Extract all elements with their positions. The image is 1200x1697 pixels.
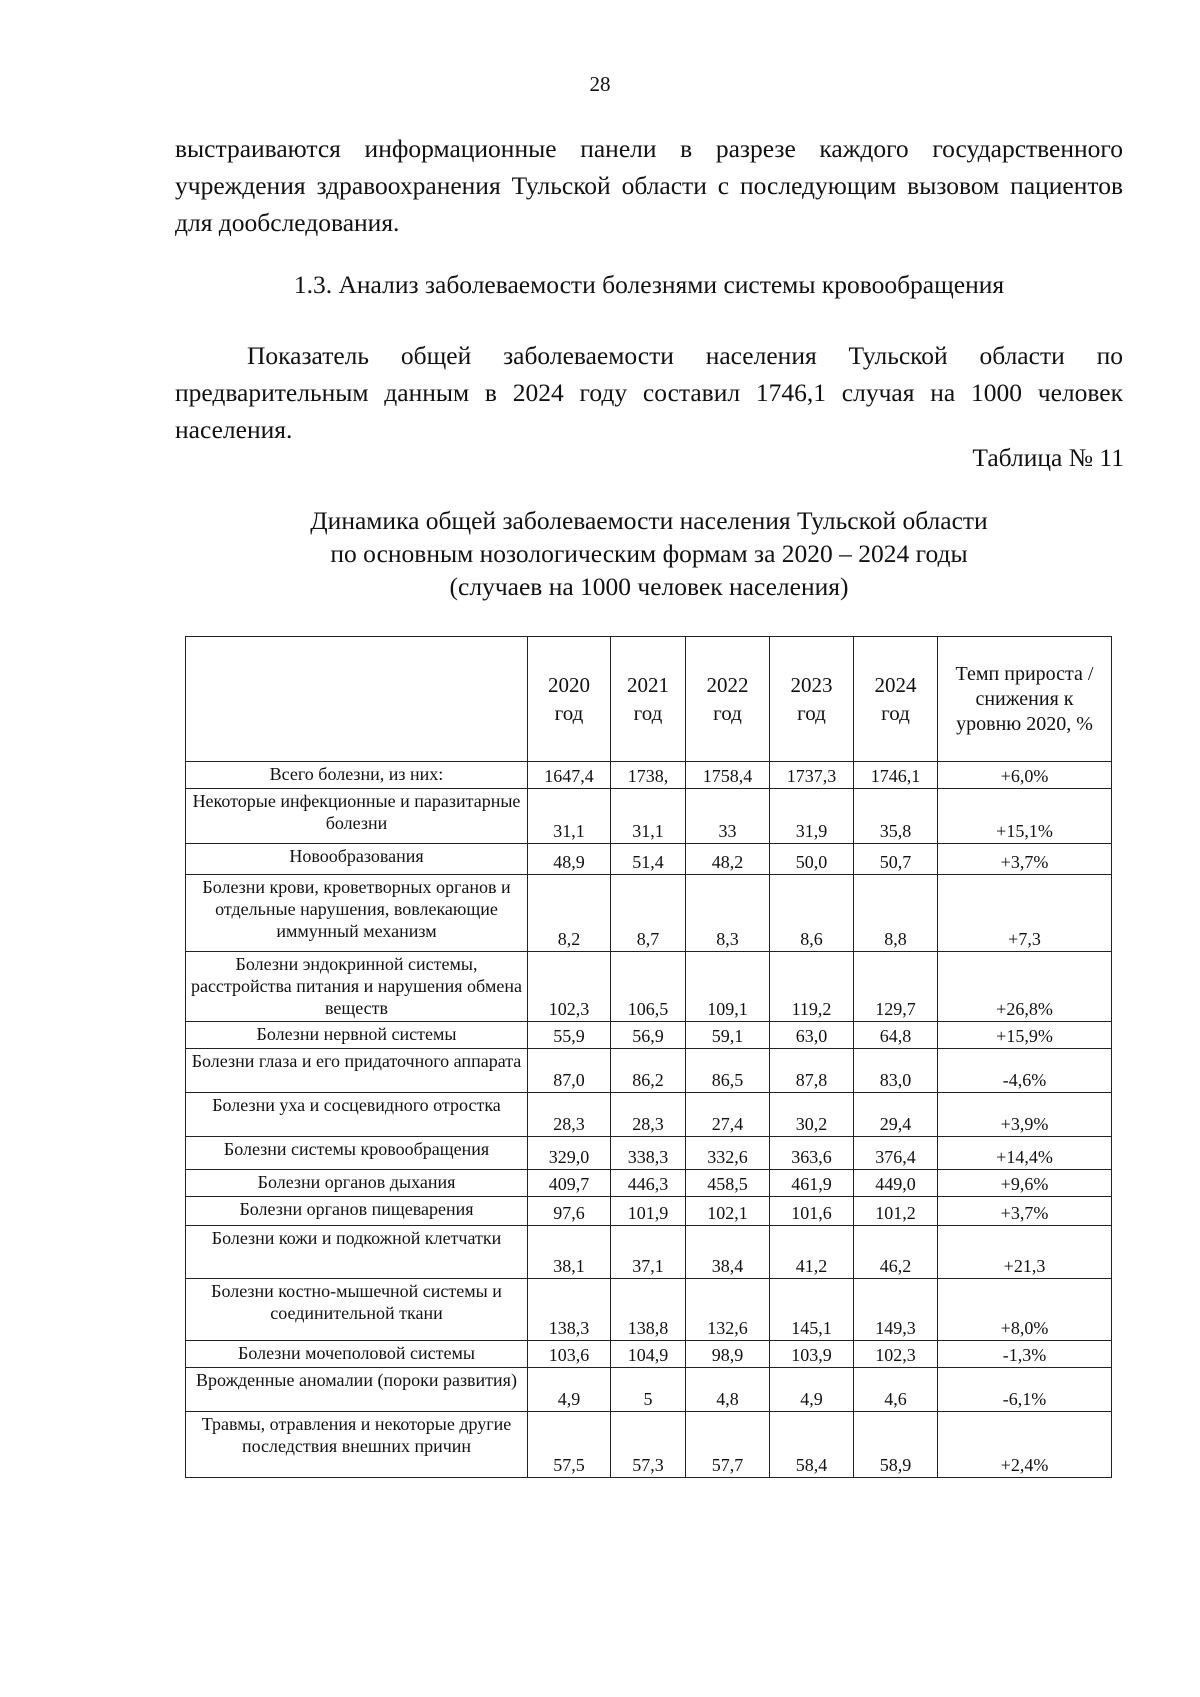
value-2020: 28,3: [528, 1093, 611, 1137]
value-2024: 83,0: [854, 1049, 938, 1093]
value-2023: 103,9: [770, 1341, 854, 1368]
value-2023: 4,9: [770, 1368, 854, 1412]
row-name: Болезни кожи и подкожной клетчатки: [186, 1226, 528, 1279]
table-number: Таблица № 11: [972, 443, 1124, 472]
value-2020: 48,9: [528, 844, 611, 875]
value-2023: 8,6: [770, 875, 854, 952]
growth-value: +3,7%: [938, 844, 1112, 875]
value-2022: 102,1: [686, 1197, 770, 1226]
table-title: [175, 504, 1123, 603]
row-name: Болезни уха и сосцевидного отростка: [186, 1093, 528, 1137]
row-name: Болезни эндокринной системы, расстройства питания и нарушения обмена веществ: [186, 952, 528, 1022]
value-2023: 31,9: [770, 789, 854, 844]
value-2021: 57,3: [611, 1412, 686, 1478]
value-2022: 4,8: [686, 1368, 770, 1412]
value-2022: 98,9: [686, 1341, 770, 1368]
table-title-line-1: Динамика общей заболеваемости населения Тульской области: [310, 506, 988, 535]
table-title-line-2: по основным нозологическим формам за 2020 – 2024 годы: [330, 539, 968, 568]
growth-value: -4,6%: [938, 1049, 1112, 1093]
header-2021: 2021 год: [611, 637, 686, 762]
header-2022: 2022 год: [686, 637, 770, 762]
value-2023: 30,2: [770, 1093, 854, 1137]
header-2023: 2023 год: [770, 637, 854, 762]
value-2024: 101,2: [854, 1197, 938, 1226]
value-2022: 33: [686, 789, 770, 844]
growth-value: +15,1%: [938, 789, 1112, 844]
row-name: Болезни крови, кроветворных органов и отдельные нарушения, вовлекающие иммунный механизм: [186, 875, 528, 952]
value-2023: 87,8: [770, 1049, 854, 1093]
row-name: Врожденные аномалии (пороки развития): [186, 1368, 528, 1412]
value-2024: 149,3: [854, 1279, 938, 1341]
summary-paragraph: Показатель общей заболеваемости населения Тульской области по предварительным данным в 2024 году составил 1746,1 случая на 1000 человек населения.: [175, 341, 1123, 444]
value-2024: 102,3: [854, 1341, 938, 1368]
table-row: [186, 1137, 1112, 1170]
header-name: [186, 637, 528, 762]
value-2022: 132,6: [686, 1279, 770, 1341]
row-name: Болезни глаза и его придаточного аппарата: [186, 1049, 528, 1093]
value-2023: 363,6: [770, 1137, 854, 1170]
growth-value: +21,3: [938, 1226, 1112, 1279]
table-row: [186, 762, 1112, 789]
table-body: [186, 762, 1112, 1478]
growth-value: +2,4%: [938, 1412, 1112, 1478]
growth-value: -6,1%: [938, 1368, 1112, 1412]
intro-paragraph: выстраиваются информационные панели в разрезе каждого государственного учреждения здравоохранения Тульской области с последующим вызовом пациентов для дообследования.: [175, 134, 1123, 237]
page-number: 28: [589, 72, 611, 96]
row-name: Всего болезни, из них:: [186, 762, 528, 789]
growth-value: +14,4%: [938, 1137, 1112, 1170]
row-name: Травмы, отравления и некоторые другие последствия внешних причин: [186, 1412, 528, 1478]
value-2023: 101,6: [770, 1197, 854, 1226]
value-2024: 46,2: [854, 1226, 938, 1279]
value-2024: 4,6: [854, 1368, 938, 1412]
table-row: [186, 952, 1112, 1022]
value-2021: 101,9: [611, 1197, 686, 1226]
table-row: [186, 875, 1112, 952]
table-title-line-3: (случаев на 1000 человек населения): [449, 572, 849, 601]
table-row: [186, 1341, 1112, 1368]
value-2020: 4,9: [528, 1368, 611, 1412]
value-2020: 97,6: [528, 1197, 611, 1226]
value-2022: 57,7: [686, 1412, 770, 1478]
value-2024: 58,9: [854, 1412, 938, 1478]
section-heading: 1.3. Анализ заболеваемости болезнями системы кровообращения: [293, 270, 1005, 299]
value-2023: 41,2: [770, 1226, 854, 1279]
table-row: [186, 1197, 1112, 1226]
table-row: [186, 1226, 1112, 1279]
value-2024: 8,8: [854, 875, 938, 952]
value-2021: 28,3: [611, 1093, 686, 1137]
row-name: Некоторые инфекционные и паразитарные болезни: [186, 789, 528, 844]
header-2024: 2024 год: [854, 637, 938, 762]
growth-value: +3,9%: [938, 1093, 1112, 1137]
row-name: Болезни системы кровообращения: [186, 1137, 528, 1170]
row-name: Болезни органов пищеварения: [186, 1197, 528, 1226]
value-2023: 50,0: [770, 844, 854, 875]
table-row: [186, 1368, 1112, 1412]
value-2023: 461,9: [770, 1170, 854, 1197]
table-row: [186, 789, 1112, 844]
value-2020: 57,5: [528, 1412, 611, 1478]
value-2020: 103,6: [528, 1341, 611, 1368]
table-row: [186, 1093, 1112, 1137]
value-2022: 59,1: [686, 1022, 770, 1049]
value-2020: 138,3: [528, 1279, 611, 1341]
table-row: [186, 1022, 1112, 1049]
table-row: [186, 844, 1112, 875]
value-2022: 109,1: [686, 952, 770, 1022]
value-2020: 38,1: [528, 1226, 611, 1279]
growth-value: +26,8%: [938, 952, 1112, 1022]
value-2021: 446,3: [611, 1170, 686, 1197]
value-2022: 8,3: [686, 875, 770, 952]
growth-value: +15,9%: [938, 1022, 1112, 1049]
value-2024: 1746,1: [854, 762, 938, 789]
header-growth: Темп прироста /снижения к уровню 2020, %: [938, 637, 1112, 762]
value-2020: 87,0: [528, 1049, 611, 1093]
value-2022: 1758,4: [686, 762, 770, 789]
table-header-row: [186, 637, 1112, 762]
growth-value: +9,6%: [938, 1170, 1112, 1197]
value-2020: 55,9: [528, 1022, 611, 1049]
value-2021: 56,9: [611, 1022, 686, 1049]
value-2022: 332,6: [686, 1137, 770, 1170]
value-2024: 50,7: [854, 844, 938, 875]
row-name: Болезни мочеполовой системы: [186, 1341, 528, 1368]
growth-value: +7,3: [938, 875, 1112, 952]
value-2022: 48,2: [686, 844, 770, 875]
value-2021: 1738,: [611, 762, 686, 789]
value-2024: 449,0: [854, 1170, 938, 1197]
value-2021: 51,4: [611, 844, 686, 875]
table-row: [186, 1049, 1112, 1093]
value-2022: 458,5: [686, 1170, 770, 1197]
value-2023: 63,0: [770, 1022, 854, 1049]
value-2021: 104,9: [611, 1341, 686, 1368]
value-2021: 138,8: [611, 1279, 686, 1341]
value-2021: 5: [611, 1368, 686, 1412]
value-2023: 119,2: [770, 952, 854, 1022]
table-row: [186, 1279, 1112, 1341]
value-2024: 29,4: [854, 1093, 938, 1137]
value-2022: 86,5: [686, 1049, 770, 1093]
growth-value: +6,0%: [938, 762, 1112, 789]
growth-value: +8,0%: [938, 1279, 1112, 1341]
row-name: Новообразования: [186, 844, 528, 875]
value-2021: 86,2: [611, 1049, 686, 1093]
value-2023: 145,1: [770, 1279, 854, 1341]
table-row: [186, 1412, 1112, 1478]
table-row: [186, 1170, 1112, 1197]
value-2020: 31,1: [528, 789, 611, 844]
morbidity-table: [185, 636, 1112, 1478]
value-2020: 102,3: [528, 952, 611, 1022]
row-name: Болезни костно-мышечной системы и соединительной ткани: [186, 1279, 528, 1341]
value-2024: 35,8: [854, 789, 938, 844]
value-2021: 37,1: [611, 1226, 686, 1279]
value-2023: 58,4: [770, 1412, 854, 1478]
row-name: Болезни нервной системы: [186, 1022, 528, 1049]
value-2022: 38,4: [686, 1226, 770, 1279]
value-2023: 1737,3: [770, 762, 854, 789]
row-name: Болезни органов дыхания: [186, 1170, 528, 1197]
header-2020: 2020 год: [528, 637, 611, 762]
value-2020: 1647,4: [528, 762, 611, 789]
growth-value: +3,7%: [938, 1197, 1112, 1226]
value-2021: 338,3: [611, 1137, 686, 1170]
value-2020: 329,0: [528, 1137, 611, 1170]
value-2022: 27,4: [686, 1093, 770, 1137]
value-2021: 31,1: [611, 789, 686, 844]
growth-value: -1,3%: [938, 1341, 1112, 1368]
value-2024: 376,4: [854, 1137, 938, 1170]
value-2020: 8,2: [528, 875, 611, 952]
value-2020: 409,7: [528, 1170, 611, 1197]
value-2021: 106,5: [611, 952, 686, 1022]
value-2021: 8,7: [611, 875, 686, 952]
value-2024: 64,8: [854, 1022, 938, 1049]
value-2024: 129,7: [854, 952, 938, 1022]
